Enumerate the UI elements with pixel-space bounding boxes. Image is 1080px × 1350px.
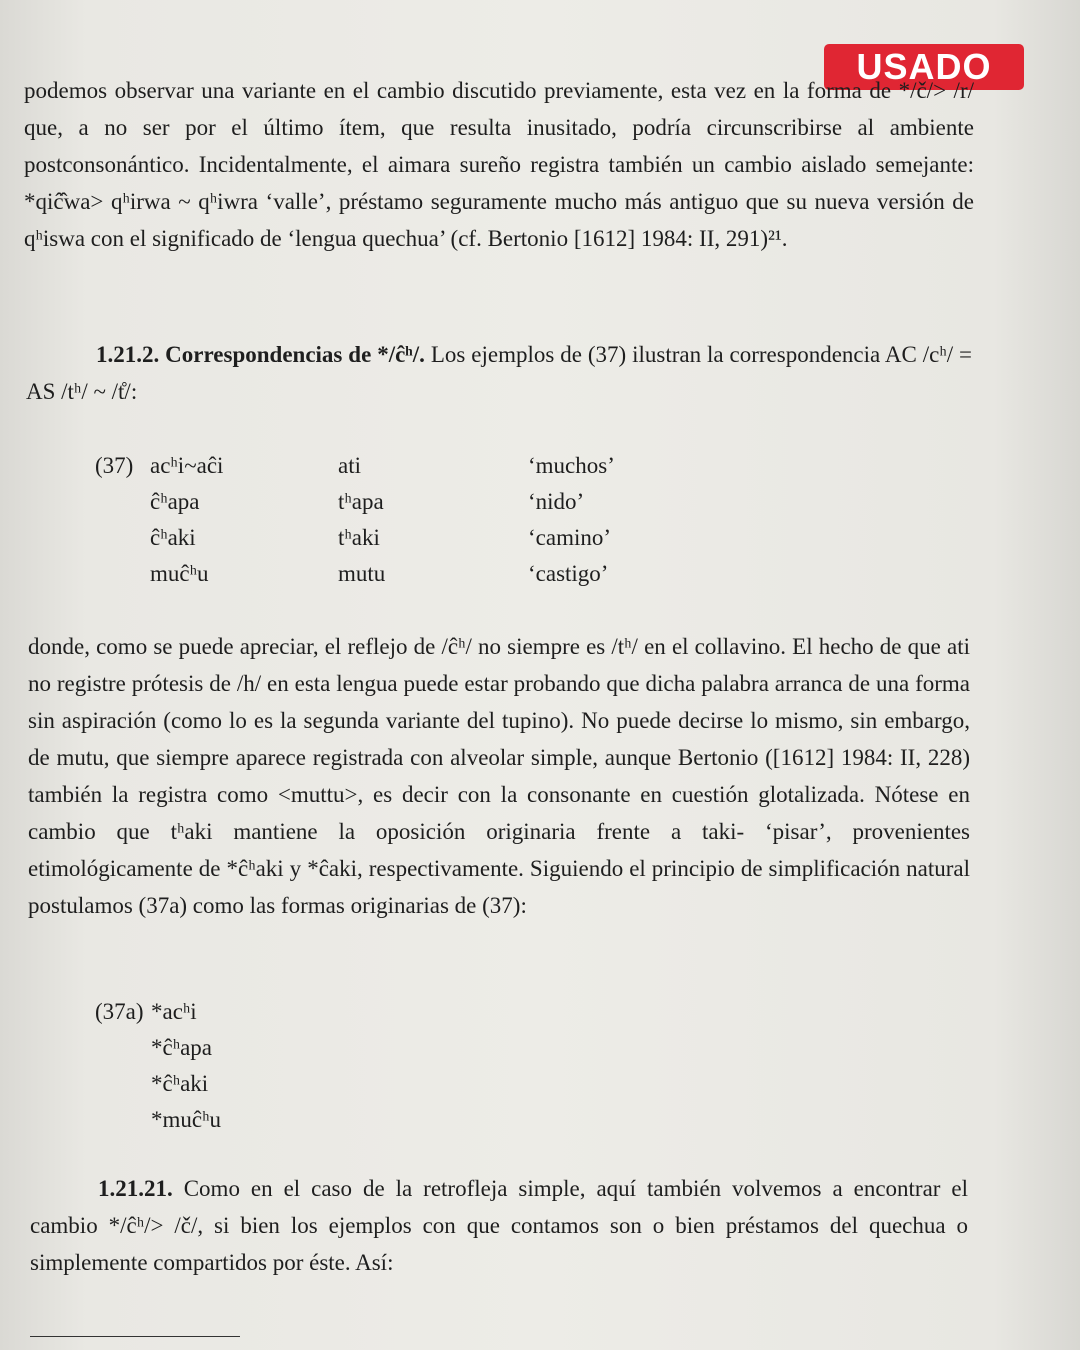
ac-form: ĉʰapa <box>150 489 200 514</box>
reconstructed-form: *muĉʰu <box>151 1107 221 1132</box>
ac-form: acʰi~aĉi <box>150 453 224 478</box>
example-row <box>95 556 795 592</box>
ac-form: muĉʰu <box>150 561 209 586</box>
paragraph: donde, como se puede apreciar, el reflejo de /ĉʰ/ no siempre es /tʰ/ en el collavino. El hecho de que ati no registre prótesis de /h/ en esta lengua puede estar probando que dicha palabra arranca de una forma sin aspiración (como lo es la segunda variante del tupino). No puede decirse lo mismo, sin embargo, de mutu, que siempre aparece registrada con alveolar simple, aunque Bertonio ([1612] 1984: II, 228) también la registra como <muttu>, es decir con la consonante en cuestión glotalizada. Nótese en cambio que tʰaki mantiene la oposición originaria frente a taki- ‘pisar’, provenientes etimológicamente de *ĉʰaki y *ĉaki, respectivamente. Siguiendo el principio de simplificación natural postulamos (37a) como las formas originarias de (37): <box>28 634 970 918</box>
used-badge: USADO <box>824 44 1024 90</box>
reconstructed-form: *acʰi <box>151 999 197 1024</box>
bleed-through-text <box>30 262 980 334</box>
section-1-21-2 <box>26 336 972 410</box>
example-row <box>95 1102 395 1138</box>
section-text: Los ejemplos de (37) ilustran la correspondencia AC /cʰ/ = AS /tʰ/ ~ /t̊/: <box>26 342 972 404</box>
section-heading: 1.21.2. Correspondencias de */ĉʰ/. <box>96 342 425 367</box>
reconstructed-form: *ĉʰaki <box>151 1071 209 1096</box>
example-row <box>95 448 795 484</box>
gloss: ‘castigo’ <box>528 561 609 586</box>
as-form: tʰaki <box>338 525 380 550</box>
gloss: ‘camino’ <box>528 525 612 550</box>
example-row <box>95 520 795 556</box>
footnote-rule <box>30 1336 240 1337</box>
ac-form: ĉʰaki <box>150 525 196 550</box>
example-label: (37) <box>95 453 134 478</box>
example-37a <box>95 994 395 1138</box>
section-heading: 1.21.21. <box>98 1176 173 1201</box>
gloss: ‘muchos’ <box>528 453 615 478</box>
reconstructed-form: *ĉʰapa <box>151 1035 213 1060</box>
section-text: Como en el caso de la retrofleja simple, aquí también volvemos a encontrar el cambio */ĉʰ/> /č/, si bien los ejemplos con que contamos son o bien préstamos del quechua o simplemente compartidos por éste. Así: <box>30 1176 968 1275</box>
as-form: mutu <box>338 561 386 586</box>
example-row <box>95 994 395 1030</box>
as-form: ati <box>338 453 361 478</box>
section-1-21-21 <box>30 1170 968 1281</box>
example-37 <box>95 448 795 592</box>
example-row <box>95 1030 395 1066</box>
example-row <box>95 484 795 520</box>
gloss: ‘nido’ <box>528 489 585 514</box>
as-form: tʰapa <box>338 489 384 514</box>
example-label: (37a) <box>95 999 144 1024</box>
example-row <box>95 1066 395 1102</box>
paragraph: podemos observar una variante en el cambio discutido previamente, esta vez en la forma de */č/> /r/ que, a no ser por el último ítem, que resulta inusitado, podría circunscribirse al ambiente postconsonántico. Incidentalmente, el aimara sureño registra también un cambio aislado semejante: *qiĉ̂wa> qʰirwa ~ qʰiwra ‘valle’, préstamo seguramente mucho más antiguo que su nueva versión de qʰiswa con el significado de ‘lengua quechua’ (cf. Bertonio [1612] 1984: II, 291)²¹. <box>24 78 974 251</box>
